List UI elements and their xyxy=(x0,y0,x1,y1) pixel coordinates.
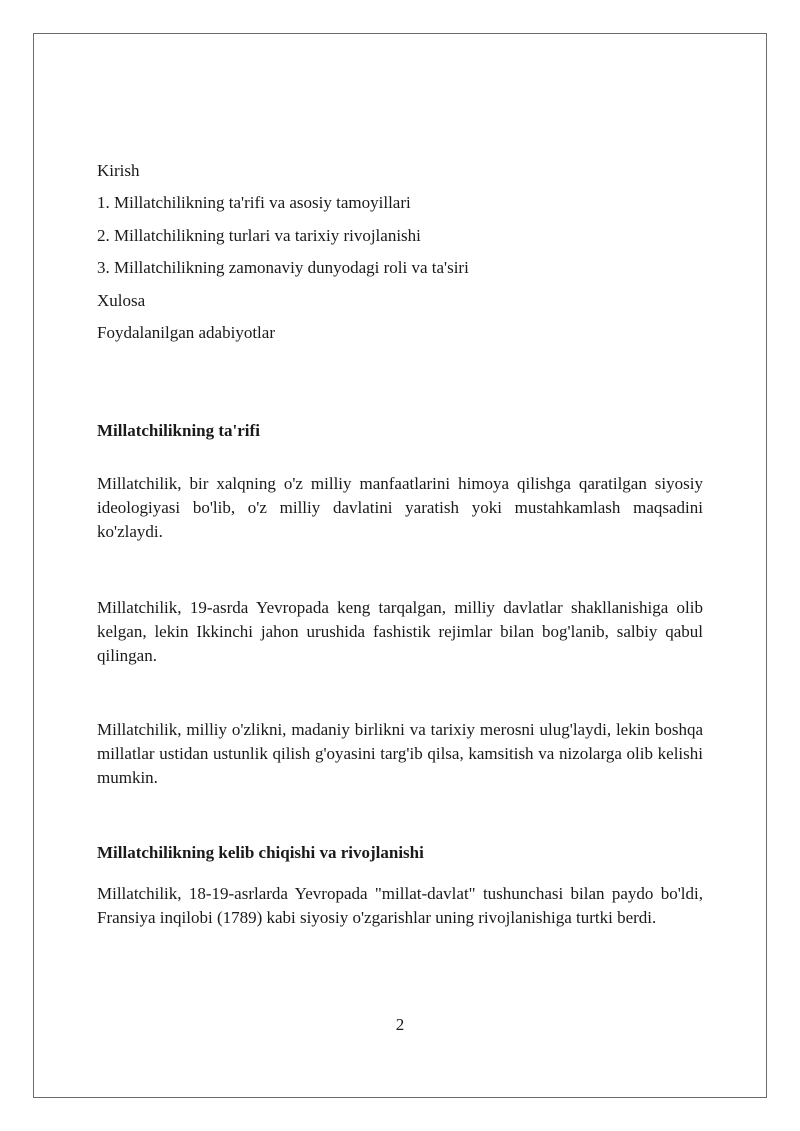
paragraph-definition-1: Millatchilik, bir xalqning o'z milliy manfaatlarini himoya qilishga qaratilgan siyosiy ideologiyasi bo'lib, o'z milliy davlatini yaratish yoki mustahkamlash maqsadini ko'zlaydi. xyxy=(97,474,703,541)
section-heading-definition: Millatchilikning ta'rifi xyxy=(97,421,260,440)
section-heading-definition-wrap xyxy=(97,420,703,442)
table-of-contents xyxy=(97,160,703,354)
toc-item-chapter-2: 2. Millatchilikning turlari va tarixiy rivojlanishi xyxy=(97,225,421,245)
toc-item-chapter-1: 1. Millatchilikning ta'rifi va asosiy tamoyillari xyxy=(97,193,411,213)
section-heading-origin-wrap xyxy=(97,842,703,864)
paragraph-definition-2: Millatchilik, 19-asrda Yevropada keng tarqalgan, milliy davlatlar shakllanishiga olib kelgan, lekin Ikkinchi jahon urushida fashistik rejimlar bilan bog'lanib, salbiy qabul qilingan. xyxy=(97,598,703,665)
section-heading-origin: Millatchilikning kelib chiqishi va rivojlanishi xyxy=(97,843,424,862)
toc-item-introduction: Kirish xyxy=(97,161,140,180)
toc-item-chapter-3: 3. Millatchilikning zamonaviy dunyodagi roli va ta'siri xyxy=(97,258,469,278)
paragraph-origin-1: Millatchilik, 18-19-asrlarda Yevropada "millat-davlat" tushunchasi bilan paydo bo'ldi, Fransiya inqilobi (1789) kabi siyosiy o'zgarishlar uning rivojlanishiga turtki berdi. xyxy=(97,884,703,927)
toc-item-conclusion: Xulosa xyxy=(97,290,146,310)
paragraph-definition-3: Millatchilik, milliy o'zlikni, madaniy birlikni va tarixiy merosni ulug'laydi, lekin boshqa millatlar ustidan ustunlik qilish g'oyasini targ'ib qilsa, kamsitish va nizolarga olib kelishi mumkin. xyxy=(97,720,703,787)
page-number: 2 xyxy=(395,1015,405,1034)
toc-item-references: Foydalanilgan adabiyotlar xyxy=(97,322,275,342)
